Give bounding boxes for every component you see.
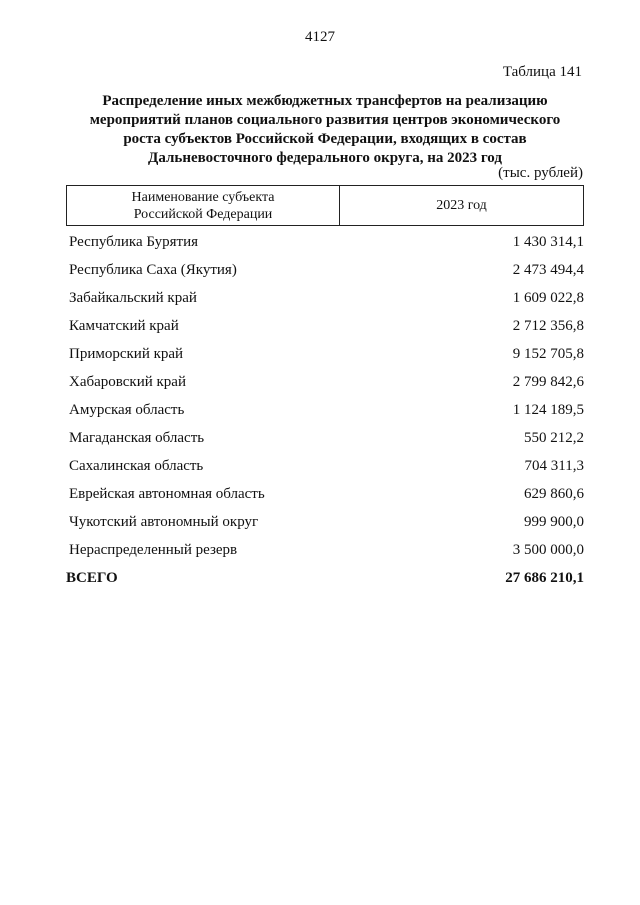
header-subject-line-2: Российской Федерации — [133, 206, 273, 222]
title-line-1: Распределение иных межбюджетных трансфертов на реализацию — [102, 93, 548, 109]
row-subject: Забайкальский край — [69, 290, 197, 306]
table-row — [69, 231, 584, 259]
row-subject: Республика Бурятия — [69, 234, 199, 250]
row-subject: Еврейская автономная область — [69, 486, 265, 502]
row-subject: Хабаровский край — [69, 374, 186, 390]
row-subject: Магаданская область — [69, 430, 205, 446]
document-title — [66, 92, 584, 168]
table-label: Таблица 141 — [502, 64, 582, 80]
row-value: 2 799 842,6 — [512, 374, 584, 390]
total-label: ВСЕГО — [66, 570, 118, 586]
row-subject: Приморский край — [69, 346, 184, 362]
table-body — [66, 231, 584, 595]
table-row — [69, 399, 584, 427]
row-value: 1 430 314,1 — [512, 234, 584, 250]
row-subject: Сахалинская область — [69, 458, 204, 474]
table-header — [66, 185, 584, 226]
header-year-column: 2023 год — [436, 197, 487, 213]
table-row — [69, 343, 584, 371]
title-line-2: мероприятий планов социального развития центров экономического — [89, 112, 561, 128]
row-value: 999 900,0 — [524, 514, 584, 530]
table-row — [69, 511, 584, 539]
row-value: 3 500 000,0 — [512, 542, 584, 558]
title-line-4: Дальневосточного федерального округа, на 2023 год — [148, 150, 502, 166]
table-row — [69, 287, 584, 315]
table-row — [69, 455, 584, 483]
row-value: 629 860,6 — [524, 486, 584, 502]
table-row — [69, 315, 584, 343]
row-subject: Чукотский автономный округ — [69, 514, 259, 530]
title-line-3: роста субъектов Российской Федерации, входящих в состав — [123, 131, 527, 147]
row-value: 550 212,2 — [524, 430, 584, 446]
table-row — [69, 427, 584, 455]
table-row — [69, 483, 584, 511]
total-value: 27 686 210,1 — [505, 570, 584, 586]
table-row — [69, 539, 584, 567]
table-row — [69, 259, 584, 287]
table-row — [69, 371, 584, 399]
header-subject-line-1: Наименование субъекта — [131, 189, 275, 205]
total-row — [66, 567, 584, 595]
page-number: 4127 — [305, 29, 335, 45]
row-value: 2 473 494,4 — [512, 262, 584, 278]
header-subject-column — [67, 186, 340, 225]
row-value: 2 712 356,8 — [512, 318, 584, 334]
row-subject: Нераспределенный резерв — [69, 542, 238, 558]
row-subject: Амурская область — [69, 402, 185, 418]
row-value: 1 124 189,5 — [512, 402, 584, 418]
row-value: 9 152 705,8 — [512, 346, 584, 362]
units-note: (тыс. рублей) — [498, 165, 583, 181]
row-value: 1 609 022,8 — [512, 290, 584, 306]
row-value: 704 311,3 — [524, 458, 584, 474]
row-subject: Камчатский край — [69, 318, 179, 334]
row-subject: Республика Саха (Якутия) — [69, 262, 237, 278]
